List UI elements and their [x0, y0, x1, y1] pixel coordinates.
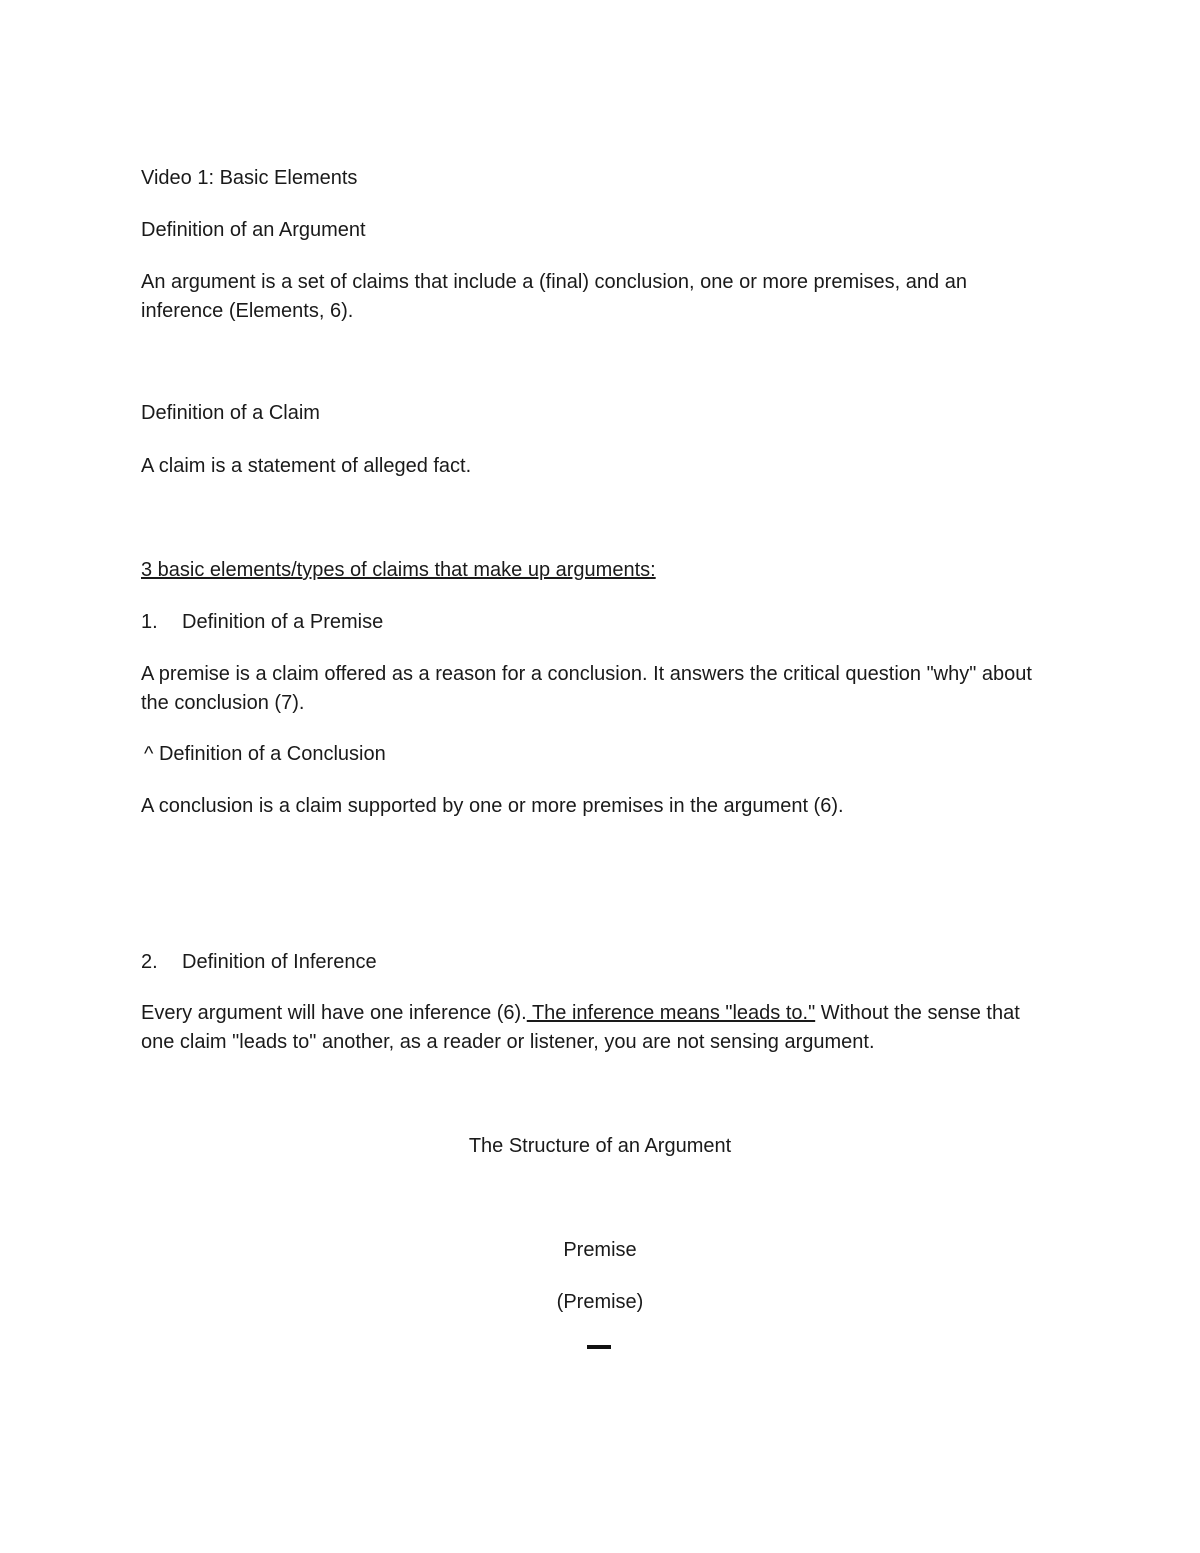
structure-optional-premise: (Premise)	[556, 1291, 644, 1313]
structure-premise: Premise	[563, 1239, 637, 1261]
inference-text-start: Every argument will have one inference (6).	[141, 1002, 527, 1024]
premise-heading: Definition of a Premise	[182, 611, 384, 633]
claim-heading: Definition of a Claim	[141, 402, 320, 424]
inference-heading: Definition of Inference	[182, 951, 377, 973]
list-number-1: 1.	[141, 611, 158, 633]
inference-text-end: Without the sense that one claim "leads to" another, as a reader or listener, you are not sensing argument.	[141, 1002, 1020, 1053]
claim-definition: A claim is a statement of alleged fact.	[141, 455, 472, 477]
inference-heading-row	[141, 948, 377, 976]
elements-heading: 3 basic elements/types of claims that make up arguments:	[141, 559, 656, 581]
inference-bar-mark	[587, 1345, 611, 1349]
argument-definition: An argument is a set of claims that include a (final) conclusion, one or more premises, and an inference (Elements, 6).	[141, 271, 967, 322]
structure-heading: The Structure of an Argument	[468, 1135, 732, 1157]
premise-definition: A premise is a claim offered as a reason for a conclusion. It answers the critical question "why" about the conclusion (7).	[141, 663, 1032, 714]
conclusion-heading: ^ Definition of a Conclusion	[144, 743, 386, 765]
argument-heading: Definition of an Argument	[141, 219, 366, 241]
list-number-2: 2.	[141, 951, 158, 973]
document-title: Video 1: Basic Elements	[141, 167, 358, 189]
inference-definition	[141, 999, 1051, 1057]
inference-underlined-text: The inference means "leads to."	[526, 1002, 816, 1024]
premise-heading-row	[141, 608, 383, 636]
conclusion-definition: A conclusion is a claim supported by one or more premises in the argument (6).	[141, 795, 844, 817]
